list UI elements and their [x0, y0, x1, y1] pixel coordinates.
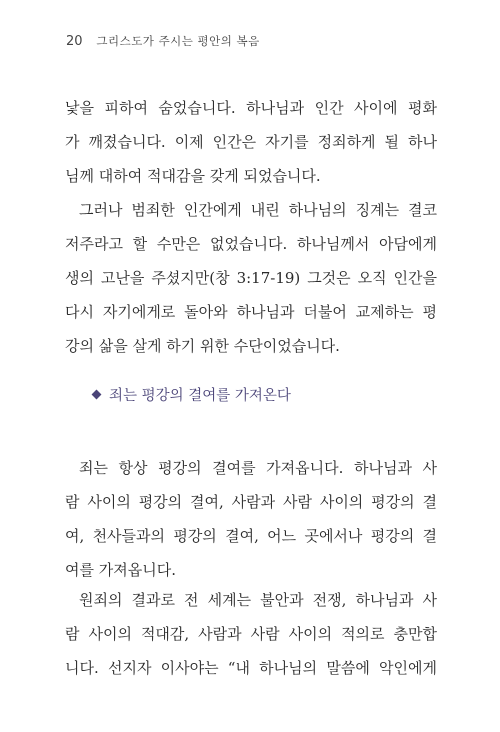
paragraph-2: [65, 193, 437, 363]
text-line: 저주라고 할 수만은 없었습니다. 하나님께서 아담에게: [65, 235, 437, 253]
running-header: [66, 33, 260, 49]
section-heading-text: 죄는 평강의 결여를 가져온다: [109, 388, 291, 404]
text-line: 다시 자기에게로 돌아와 하나님과 더불어 교제하는 평: [65, 303, 437, 321]
text-line: 여, 천사들과의 평강의 결여, 어느 곳에서나 평강의 결: [65, 527, 437, 545]
diamond-bullet-icon: [92, 390, 102, 400]
paragraph-4: [65, 583, 437, 685]
text-line: 원죄의 결과로 전 세계는 불안과 전쟁, 하나님과 사: [79, 591, 437, 609]
section-heading: [93, 384, 291, 408]
page-number: 20: [66, 34, 83, 49]
text-line: 니다. 선지자 이사야는 “내 하나님의 말씀에 악인에게: [65, 659, 437, 677]
text-line: 그러나 범죄한 인간에게 내린 하나님의 징계는 결코: [79, 201, 437, 219]
text-line: 강의 삶을 살게 하기 위한 수단이었습니다.: [65, 337, 340, 355]
text-line: 여를 가져옵니다.: [65, 561, 176, 579]
text-line: 생의 고난을 주셨지만(창 3:17-19) 그것은 오직 인간을: [65, 269, 437, 287]
text-line: 람 사이의 적대감, 사람과 사람 사이의 적의로 충만합: [65, 625, 437, 643]
text-line: 죄는 항상 평강의 결여를 가져옵니다. 하나님과 사: [79, 459, 437, 477]
text-line: 가 깨졌습니다. 이제 인간은 자기를 정죄하게 될 하나: [65, 133, 437, 151]
paragraph-3: [65, 451, 437, 587]
book-title: 그리스도가 주시는 평안의 복음: [96, 34, 260, 48]
text-line: 님께 대하여 적대감을 갖게 되었습니다.: [65, 167, 321, 185]
text-line: 람 사이의 평강의 결여, 사람과 사람 사이의 평강의 결: [65, 493, 437, 511]
paragraph-1: [65, 91, 437, 193]
text-line: 낯을 피하여 숨었습니다. 하나님과 인간 사이에 평화: [65, 99, 437, 117]
